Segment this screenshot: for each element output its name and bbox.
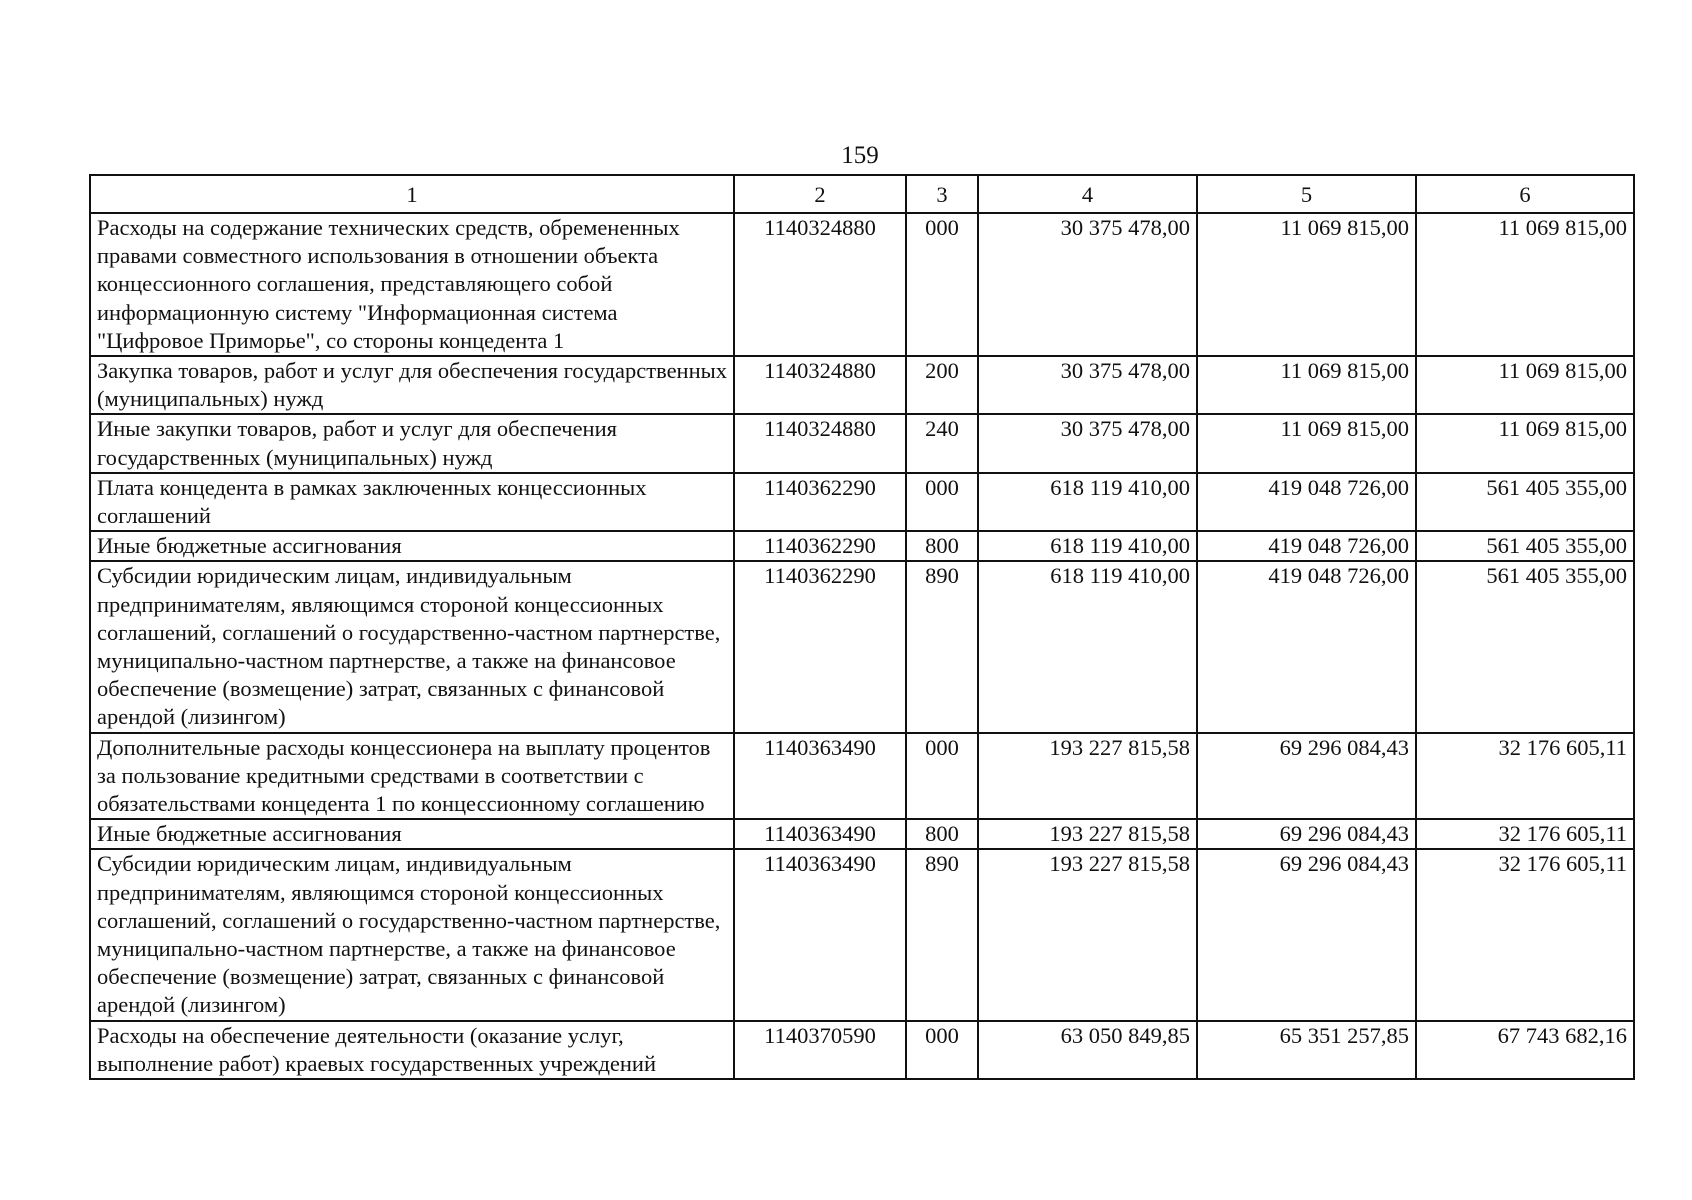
row-description: Иные бюджетные ассигнования bbox=[90, 819, 734, 849]
row-value-col5: 419 048 726,00 bbox=[1197, 561, 1416, 732]
row-value-col6: 561 405 355,00 bbox=[1416, 531, 1634, 561]
row-code: 1140362290 bbox=[734, 531, 906, 561]
table-row bbox=[90, 356, 1634, 414]
row-description: Иные бюджетные ассигнования bbox=[90, 531, 734, 561]
column-header: 2 bbox=[734, 175, 906, 213]
row-description: Плата концедента в рамках заключенных концессионных соглашений bbox=[90, 473, 734, 531]
column-header: 3 bbox=[906, 175, 978, 213]
table-row bbox=[90, 414, 1634, 472]
row-value-col5: 419 048 726,00 bbox=[1197, 473, 1416, 531]
row-expense-type: 200 bbox=[906, 356, 978, 414]
row-expense-type: 000 bbox=[906, 1021, 978, 1079]
row-description: Субсидии юридическим лицам, индивидуальным предпринимателям, являющимся стороной концессионных соглашений, соглашений о государственно-частном партнерстве, муниципально-частном партнерстве, а также на финансовое обеспечение (возмещение) затрат, связанных с финансовой арендой (лизингом) bbox=[90, 849, 734, 1020]
row-code: 1140362290 bbox=[734, 561, 906, 732]
row-value-col5: 419 048 726,00 bbox=[1197, 531, 1416, 561]
column-header: 1 bbox=[90, 175, 734, 213]
row-value-col5: 65 351 257,85 bbox=[1197, 1021, 1416, 1079]
row-value-col6: 11 069 815,00 bbox=[1416, 213, 1634, 356]
budget-table bbox=[89, 174, 1635, 1080]
row-expense-type: 000 bbox=[906, 473, 978, 531]
column-header: 6 bbox=[1416, 175, 1634, 213]
row-value-col4: 30 375 478,00 bbox=[978, 414, 1197, 472]
page-number: 159 bbox=[841, 142, 879, 169]
row-value-col5: 69 296 084,43 bbox=[1197, 733, 1416, 820]
row-value-col6: 67 743 682,16 bbox=[1416, 1021, 1634, 1079]
row-description: Закупка товаров, работ и услуг для обеспечения государственных (муниципальных) нужд bbox=[90, 356, 734, 414]
row-value-col6: 561 405 355,00 bbox=[1416, 561, 1634, 732]
row-value-col5: 11 069 815,00 bbox=[1197, 213, 1416, 356]
column-header: 5 bbox=[1197, 175, 1416, 213]
row-value-col6: 32 176 605,11 bbox=[1416, 819, 1634, 849]
row-description: Иные закупки товаров, работ и услуг для обеспечения государственных (муниципальных) нужд bbox=[90, 414, 734, 472]
row-description: Субсидии юридическим лицам, индивидуальным предпринимателям, являющимся стороной концессионных соглашений, соглашений о государственно-частном партнерстве, муниципально-частном партнерстве, а также на финансовое обеспечение (возмещение) затрат, связанных с финансовой арендой (лизингом) bbox=[90, 561, 734, 732]
row-code: 1140363490 bbox=[734, 819, 906, 849]
row-description: Расходы на содержание технических средств, обремененных правами совместного использования в отношении объекта концессионного соглашения, представляющего собой информационную систему "Информационная система "Цифровое Приморье", со стороны концедента 1 bbox=[90, 213, 734, 356]
table-row bbox=[90, 561, 1634, 732]
row-expense-type: 240 bbox=[906, 414, 978, 472]
row-value-col6: 32 176 605,11 bbox=[1416, 733, 1634, 820]
row-expense-type: 000 bbox=[906, 733, 978, 820]
column-header: 4 bbox=[978, 175, 1197, 213]
table-header bbox=[90, 175, 1634, 213]
row-value-col4: 618 119 410,00 bbox=[978, 531, 1197, 561]
row-value-col5: 69 296 084,43 bbox=[1197, 819, 1416, 849]
row-value-col4: 30 375 478,00 bbox=[978, 356, 1197, 414]
row-value-col4: 193 227 815,58 bbox=[978, 849, 1197, 1020]
row-code: 1140363490 bbox=[734, 849, 906, 1020]
table-row bbox=[90, 473, 1634, 531]
row-value-col4: 193 227 815,58 bbox=[978, 819, 1197, 849]
row-value-col5: 11 069 815,00 bbox=[1197, 414, 1416, 472]
row-code: 1140324880 bbox=[734, 213, 906, 356]
row-expense-type: 000 bbox=[906, 213, 978, 356]
row-expense-type: 800 bbox=[906, 819, 978, 849]
row-value-col4: 63 050 849,85 bbox=[978, 1021, 1197, 1079]
row-code: 1140363490 bbox=[734, 733, 906, 820]
table-row bbox=[90, 1021, 1634, 1079]
row-value-col5: 69 296 084,43 bbox=[1197, 849, 1416, 1020]
header-row bbox=[90, 175, 1634, 213]
table-body bbox=[90, 213, 1634, 1079]
table-row bbox=[90, 213, 1634, 356]
table-row bbox=[90, 819, 1634, 849]
row-expense-type: 800 bbox=[906, 531, 978, 561]
row-value-col4: 30 375 478,00 bbox=[978, 213, 1197, 356]
row-value-col4: 618 119 410,00 bbox=[978, 561, 1197, 732]
row-expense-type: 890 bbox=[906, 849, 978, 1020]
row-code: 1140324880 bbox=[734, 414, 906, 472]
row-value-col4: 193 227 815,58 bbox=[978, 733, 1197, 820]
row-description: Дополнительные расходы концессионера на выплату процентов за пользование кредитными средствами в соответствии с обязательствами концедента 1 по концессионному соглашению bbox=[90, 733, 734, 820]
table-row bbox=[90, 531, 1634, 561]
row-code: 1140324880 bbox=[734, 356, 906, 414]
row-value-col6: 32 176 605,11 bbox=[1416, 849, 1634, 1020]
table-row bbox=[90, 733, 1634, 820]
row-expense-type: 890 bbox=[906, 561, 978, 732]
row-value-col5: 11 069 815,00 bbox=[1197, 356, 1416, 414]
table-row bbox=[90, 849, 1634, 1020]
row-code: 1140362290 bbox=[734, 473, 906, 531]
row-value-col6: 11 069 815,00 bbox=[1416, 356, 1634, 414]
row-value-col6: 561 405 355,00 bbox=[1416, 473, 1634, 531]
row-value-col4: 618 119 410,00 bbox=[978, 473, 1197, 531]
row-code: 1140370590 bbox=[734, 1021, 906, 1079]
row-value-col6: 11 069 815,00 bbox=[1416, 414, 1634, 472]
row-description: Расходы на обеспечение деятельности (оказание услуг, выполнение работ) краевых государственных учреждений bbox=[90, 1021, 734, 1079]
